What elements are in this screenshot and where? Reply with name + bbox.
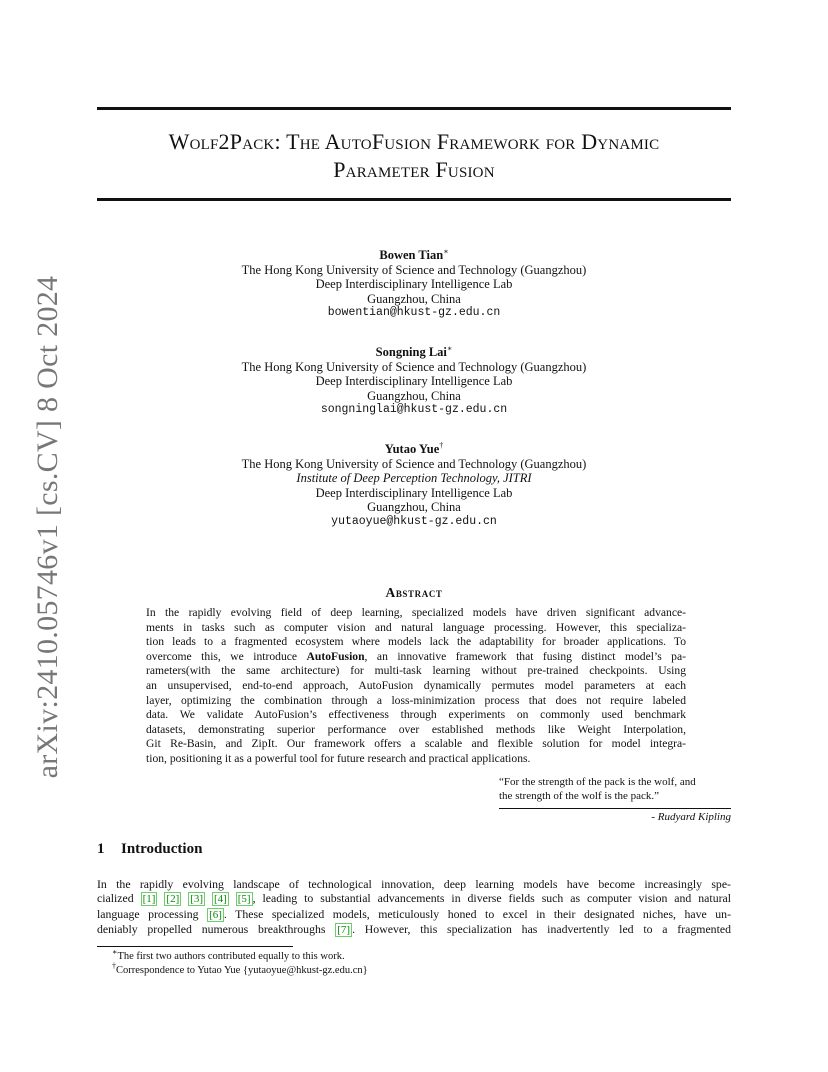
abstract-line-end: , an innovative framework that fusing distinct model’s pa- bbox=[364, 649, 686, 663]
intro-line: In the rapidly evolving landscape of technological innovation, deep learning models have become increasingly spe- bbox=[97, 877, 731, 891]
footnote-mark: ∗ bbox=[112, 947, 118, 957]
author-affiliation: Guangzhou, China bbox=[367, 388, 461, 403]
abstract-line: datasets, demonstrating superior performance over established methods like Weight Interpolation, bbox=[146, 722, 686, 736]
abstract-line: tion leads to a fragmented ecosystem where models lack the adaptability for broader applications. To bbox=[146, 635, 686, 649]
epigraph-attribution: - Rudyard Kipling bbox=[651, 811, 731, 823]
author-affiliation: The Hong Kong University of Science and Technology (Guangzhou) bbox=[241, 456, 587, 471]
abstract-line: Git Re-Basin, and ZipIt. Our framework offers a scalable and flexible solution for model integra- bbox=[146, 737, 686, 751]
intro-text: . These specialized models, meticulously honed to excel in their designated niches, have un- bbox=[223, 906, 732, 921]
author-name: Yutao Yue bbox=[384, 442, 440, 456]
footnote-text: The first two authors contributed equally to this work. bbox=[117, 951, 345, 962]
author-affiliation: Deep Interdisciplinary Intelligence Lab bbox=[315, 277, 513, 292]
author-affiliation: Guangzhou, China bbox=[367, 500, 461, 515]
abstract-line-start: overcome this, we introduce bbox=[146, 649, 307, 663]
footnote-mark: † bbox=[112, 961, 116, 971]
author-mark: † bbox=[439, 440, 444, 450]
abstract-line: tion, positioning it as a powerful tool for future research and practical applications. bbox=[146, 751, 531, 765]
citation-link[interactable]: [1] bbox=[142, 893, 156, 906]
intro-paragraph bbox=[97, 877, 731, 938]
footnote-1 bbox=[112, 947, 368, 964]
section-heading bbox=[97, 841, 202, 858]
author-mark: ∗ bbox=[443, 246, 449, 256]
section-number: 1 bbox=[97, 841, 105, 857]
title-bottom-rule bbox=[97, 198, 731, 201]
intro-line bbox=[97, 922, 731, 937]
footnotes bbox=[112, 947, 368, 978]
author-block-2 bbox=[200, 345, 628, 418]
author-email[interactable]: yutaoyue@hkust-gz.edu.cn bbox=[331, 514, 497, 528]
citation-link[interactable]: [6] bbox=[209, 908, 222, 921]
epigraph-quote bbox=[499, 775, 731, 803]
footnote-rule bbox=[97, 946, 293, 947]
abstract-line: layer, optimizing the combination through a loss-minimization process that does not require labeled bbox=[146, 693, 686, 707]
author-block-3 bbox=[200, 442, 628, 530]
paper-title bbox=[97, 128, 731, 184]
footnote-2 bbox=[112, 961, 368, 978]
author-affiliation: The Hong Kong University of Science and Technology (Guangzhou) bbox=[241, 262, 587, 277]
paper-title-line-2: Parameter Fusion bbox=[333, 157, 495, 182]
abstract-line bbox=[146, 650, 686, 665]
abstract-line: rameters(with the same architecture) for multi-task learning without pre-trained checkpoints. Using bbox=[146, 664, 686, 678]
intro-line bbox=[97, 907, 731, 922]
paper-title-line-1: Wolf2Pack: The AutoFusion Framework for Dynamic bbox=[168, 129, 660, 154]
author-affiliation: Guangzhou, China bbox=[367, 291, 461, 306]
citation-link[interactable]: [3] bbox=[190, 893, 204, 906]
author-name: Bowen Tian bbox=[379, 248, 444, 262]
abstract-line: In the rapidly evolving field of deep learning, specialized models have driven significant advance- bbox=[146, 606, 686, 619]
author-email[interactable]: bowentian@hkust-gz.edu.cn bbox=[327, 306, 501, 320]
abstract-line: ments in tasks such as computer vision and natural language processing. However, this specializa- bbox=[146, 620, 686, 634]
intro-text: language processing bbox=[97, 906, 208, 921]
author-affiliation: The Hong Kong University of Science and Technology (Guangzhou) bbox=[241, 359, 587, 374]
author-mark: ∗ bbox=[446, 343, 453, 353]
author-affiliation: Deep Interdisciplinary Intelligence Lab bbox=[315, 485, 513, 500]
section-title: Introduction bbox=[121, 841, 203, 857]
abstract-bold-term: AutoFusion bbox=[306, 649, 365, 663]
citation-link[interactable]: [2] bbox=[166, 893, 180, 906]
intro-text: , leading to substantial advancements in diverse fields such as computer vision and natural bbox=[252, 891, 732, 906]
citation-link[interactable]: [4] bbox=[213, 893, 227, 906]
intro-text: . However, this specialization has inadvertently led to a fragmented bbox=[352, 922, 731, 937]
author-block-1 bbox=[200, 248, 628, 321]
abstract-body bbox=[146, 606, 686, 767]
author-email[interactable]: songninglai@hkust-gz.edu.cn bbox=[320, 403, 508, 417]
title-top-rule bbox=[97, 107, 731, 110]
epigraph-line-1: “For the strength of the pack is the wolf, and bbox=[499, 776, 696, 788]
citation-link[interactable]: [7] bbox=[337, 924, 351, 937]
author-affiliation: Deep Interdisciplinary Intelligence Lab bbox=[315, 374, 513, 389]
intro-line bbox=[97, 891, 731, 906]
epigraph-rule bbox=[499, 808, 731, 809]
footnote-text: Correspondence to Yutao Yue {yutaoyue@hkust-gz.edu.cn} bbox=[116, 965, 368, 976]
intro-text: cialized bbox=[97, 891, 141, 906]
author-name: Songning Lai bbox=[375, 345, 447, 359]
intro-text: deniably propelled numerous breakthroughs bbox=[97, 922, 336, 937]
arxiv-stamp: arXiv:2410.05746v1 [cs.CV] 8 Oct 2024 bbox=[31, 275, 64, 779]
epigraph-line-2: the strength of the wolf is the pack.” bbox=[499, 790, 660, 802]
abstract-line: data. We validate AutoFusion’s effectiveness through experiments on commonly used benchmark bbox=[146, 708, 686, 722]
abstract-line: an unsupervised, end-to-end approach, AutoFusion dynamically permutes model parameters at each bbox=[146, 678, 686, 692]
author-affiliation-institute: Institute of Deep Perception Technology, JITRI bbox=[296, 471, 532, 486]
citation-link[interactable]: [5] bbox=[237, 893, 251, 906]
abstract-heading: Abstract bbox=[385, 585, 443, 600]
